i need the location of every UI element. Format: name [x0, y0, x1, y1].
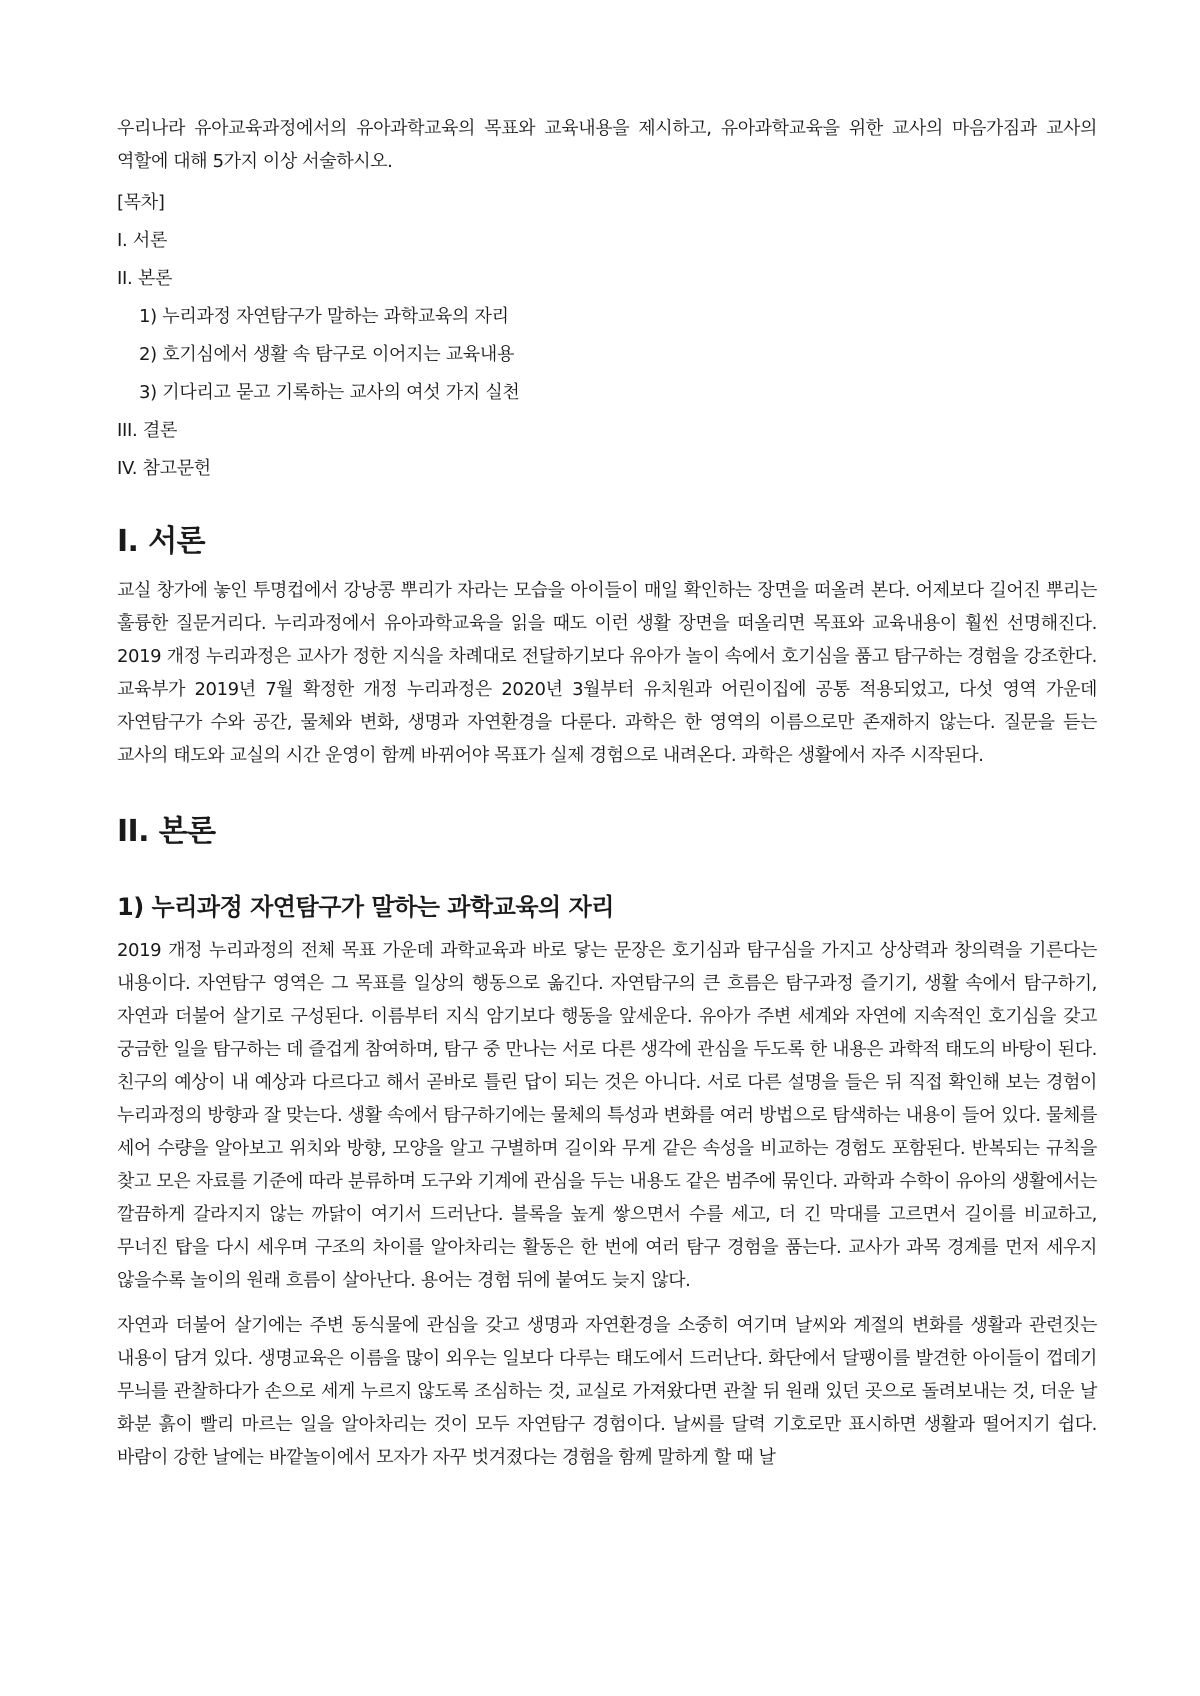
toc-item: III. 결론	[117, 420, 178, 441]
body-sub1-heading: 1) 누리과정 자연탐구가 말하는 과학교육의 자리	[117, 893, 614, 921]
body-sub1-paragraph-2: 자연과 더불어 살기에는 주변 동식물에 관심을 갖고 생명과 자연환경을 소중히 여기며 날씨와 계절의 변화를 생활과 관련짓는 내용이 담겨 있다. 생명교육은 이름을 많이 외우는 일보다 다루는 태도에서 드러난다. 화단에서 달팽이를 발견한 아이들이 껍데기 무늬를 관찰하다가 손으로 세게 누르지 않도록 조심하는 것, 교실로 가져왔다면 관찰 뒤 원래 있던 곳으로 돌려보내는 것, 더운 날 화분 흙이 빨리 마르는 일을 알아차리는 것이 모두 자연탐구 경험이다. 날씨를 달력 기호로만 표시하면 생활과 떨어지기 쉽다. 바람이 강한 날에는 바깥놀이에서 모자가 자꾸 벗겨졌다는 경험을 함께 말하게 할 때 날	[117, 1315, 1097, 1468]
toc-title: [목차]	[117, 192, 165, 213]
toc-subitem: 2) 호기심에서 생활 속 탐구로 이어지는 교육내용	[139, 344, 515, 365]
assignment-prompt: 우리나라 유아교육과정에서의 유아과학교육의 목표와 교육내용을 제시하고, 유아과학교육을 위한 교사의 마음가짐과 교사의 역할에 대해 5가지 이상 서술하시오.	[117, 118, 1097, 172]
toc-item: I. 서론	[117, 230, 168, 251]
body-sub1-paragraph-1: 2019 개정 누리과정의 전체 목표 가운데 과학교육과 바로 닿는 문장은 호기심과 탐구심을 가지고 상상력과 창의력을 기른다는 내용이다. 자연탐구 영역은 그 목표를 일상의 행동으로 옮긴다. 자연탐구의 큰 흐름은 탐구과정 즐기기, 생활 속에서 탐구하기, 자연과 더불어 살기로 구성된다. 이름부터 지식 암기보다 행동을 앞세운다. 유아가 주변 세계와 자연에 지속적인 호기심을 갖고 궁금한 일을 탐구하는 데 즐겁게 참여하며, 탐구 중 만나는 서로 다른 생각에 관심을 두도록 한 내용은 과학적 태도의 바탕이 된다. 친구의 예상이 내 예상과 다르다고 해서 곧바로 틀린 답이 되는 것은 아니다. 서로 다른 설명을 들은 뒤 직접 확인해 보는 경험이 누리과정의 방향과 잘 맞는다. 생활 속에서 탐구하기에는 물체의 특성과 변화를 여러 방법으로 탐색하는 내용이 들어 있다. 물체를 세어 수량을 알아보고 위치와 방향, 모양을 알고 구별하며 길이와 무게 같은 속성을 비교하는 경험도 포함된다. 반복되는 규칙을 찾고 모은 자료를 기준에 따라 분류하며 도구와 기계에 관심을 두는 내용도 같은 범주에 묶인다. 과학과 수학이 유아의 생활에서는 깔끔하게 갈라지지 않는 까닭이 여기서 드러난다. 블록을 높게 쌓으면서 수를 세고, 더 긴 막대를 고르면서 길이를 비교하고, 무너진 탑을 다시 세우며 구조의 차이를 알아차리는 활동은 한 번에 여러 탐구 경험을 품는다. 교사가 과목 경계를 먼저 세우지 않을수록 놀이의 원래 흐름이 살아난다. 용어는 경험 뒤에 붙여도 늦지 않다.	[117, 940, 1097, 1291]
body-heading: II. 본론	[117, 814, 216, 849]
toc-subitem: 1) 누리과정 자연탐구가 말하는 과학교육의 자리	[139, 306, 509, 327]
toc-item: IV. 참고문헌	[117, 458, 211, 479]
table-of-contents	[117, 190, 1097, 482]
document-page	[117, 112, 1097, 1486]
toc-subitem: 3) 기다리고 묻고 기록하는 교사의 여섯 가지 실천	[139, 382, 520, 403]
intro-paragraph: 교실 창가에 놓인 투명컵에서 강낭콩 뿌리가 자라는 모습을 아이들이 매일 확인하는 장면을 떠올려 본다. 어제보다 길어진 뿌리는 훌륭한 질문거리다. 누리과정에서 유아과학교육을 읽을 때도 이런 생활 장면을 떠올리면 목표와 교육내용이 훨씬 선명해진다. 2019 개정 누리과정은 교사가 정한 지식을 차례대로 전달하기보다 유아가 놀이 속에서 호기심을 품고 탐구하는 경험을 강조한다. 교육부가 2019년 7월 확정한 개정 누리과정은 2020년 3월부터 유치원과 어린이집에 공통 적용되었고, 다섯 영역 가운데 자연탐구가 수와 공간, 물체와 변화, 생명과 자연환경을 다룬다. 과학은 한 영역의 이름으로만 존재하지 않는다. 질문을 듣는 교사의 태도와 교실의 시간 운영이 함께 바뀌어야 목표가 실제 경험으로 내려온다. 과학은 생활에서 자주 시작된다.	[117, 580, 1097, 766]
intro-heading: I. 서론	[117, 524, 205, 559]
toc-item: II. 본론	[117, 268, 173, 289]
